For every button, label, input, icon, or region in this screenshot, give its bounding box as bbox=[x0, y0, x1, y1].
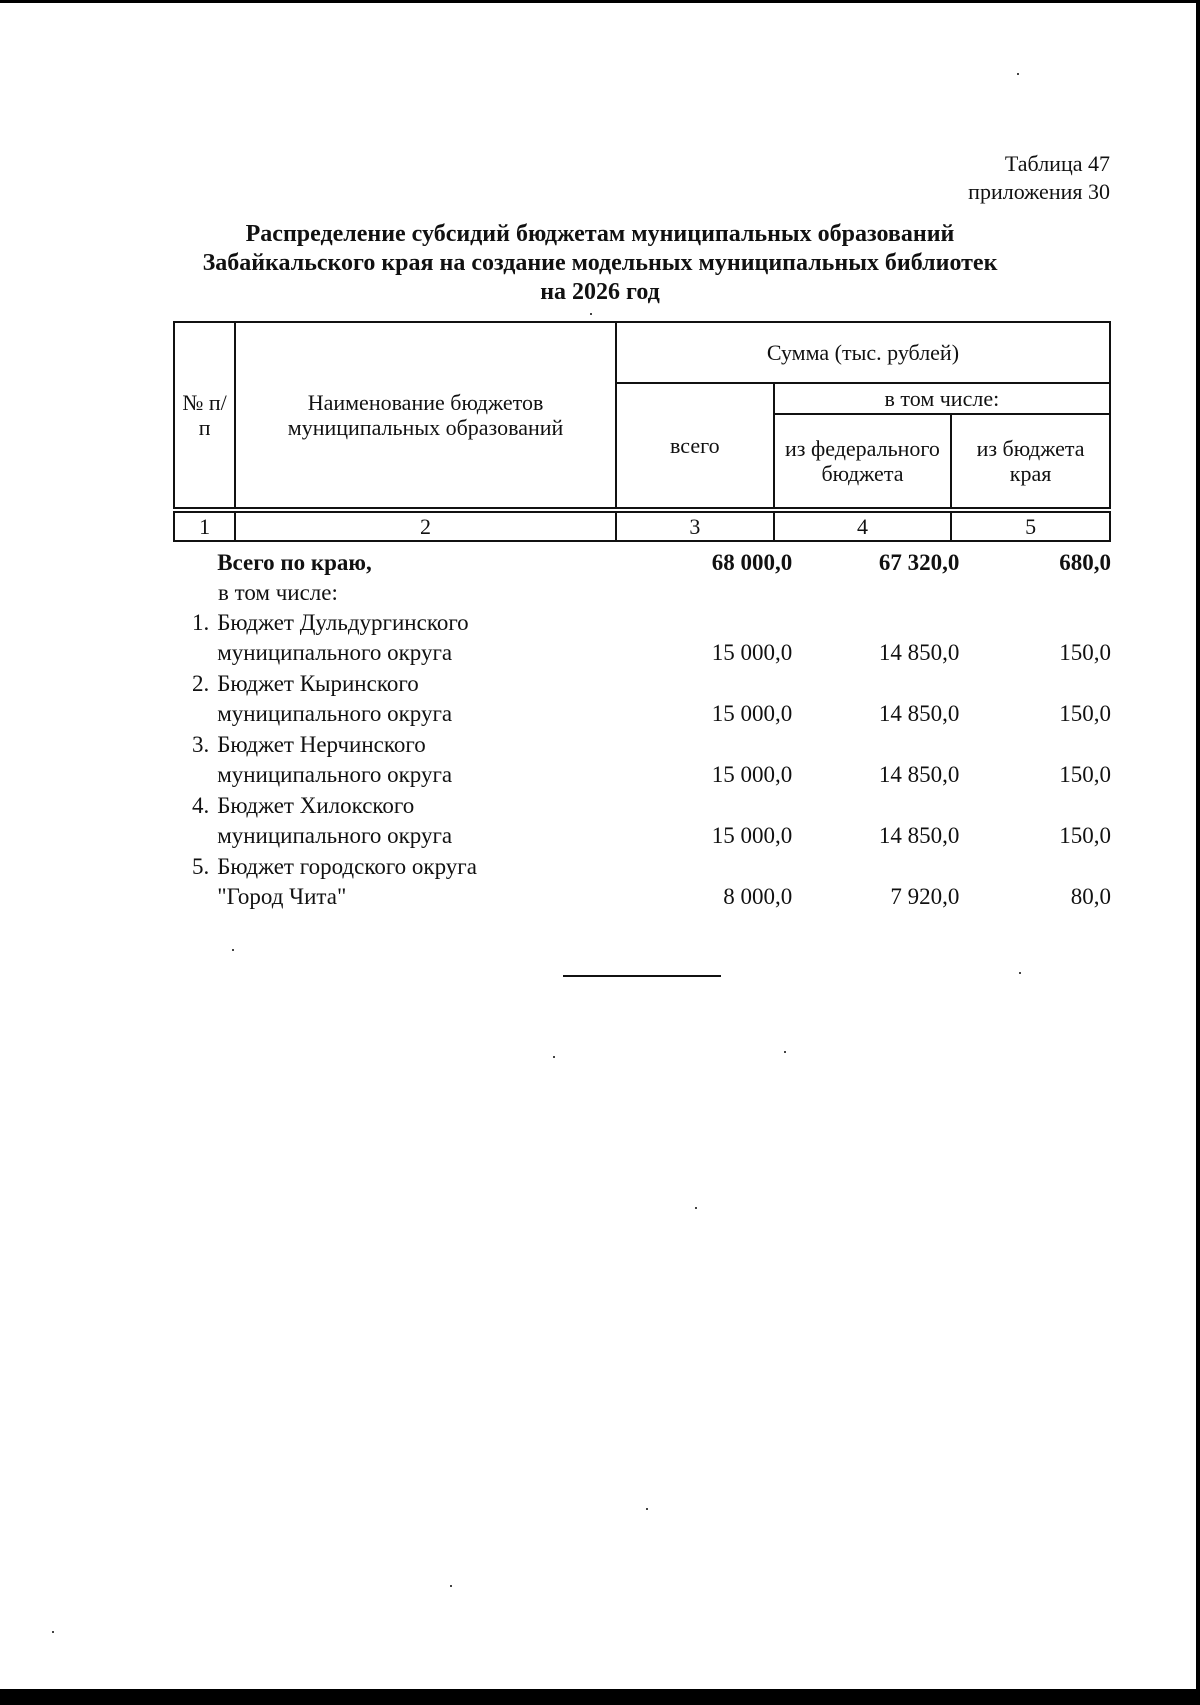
scan-speck bbox=[695, 1207, 697, 1209]
row-regional: 150,0 bbox=[1059, 640, 1111, 665]
scan-speck bbox=[1019, 972, 1021, 974]
header-col-name: Наименование бюджетов муниципальных образований bbox=[235, 322, 616, 508]
document-title bbox=[150, 220, 1050, 307]
row-total: 15 000,0 bbox=[711, 762, 793, 787]
row-regional: 150,0 bbox=[1059, 701, 1111, 726]
row-name-line-2: муниципального округа bbox=[217, 701, 453, 726]
scan-border-right bbox=[1196, 0, 1200, 1705]
row-name-line-1: Бюджет Нерчинского bbox=[217, 732, 426, 757]
scan-border-top bbox=[0, 0, 1200, 3]
scan-speck bbox=[1017, 73, 1019, 75]
row-federal: 14 850,0 bbox=[878, 762, 960, 787]
row-name-line-1: Бюджет Дульдургинского bbox=[217, 610, 469, 635]
scan-speck bbox=[52, 1631, 54, 1633]
row-name-line-2: муниципального округа bbox=[217, 762, 453, 787]
row-name bbox=[217, 730, 608, 790]
totals-number bbox=[173, 548, 217, 578]
table-row bbox=[173, 608, 1111, 668]
totals-label: Всего по краю, bbox=[217, 550, 372, 575]
title-line-1: Распределение субсидий бюджетам муниципальных образований bbox=[245, 221, 955, 247]
column-number-2: 2 bbox=[235, 512, 616, 541]
row-regional: 80,0 bbox=[1070, 884, 1111, 909]
including-number bbox=[173, 578, 218, 608]
row-name-line-1: Бюджет Хилокского bbox=[217, 793, 415, 818]
header-col-number: № п/п bbox=[174, 322, 235, 508]
row-regional: 150,0 bbox=[1059, 823, 1111, 848]
scan-border-bottom bbox=[0, 1689, 1200, 1705]
row-name bbox=[217, 608, 608, 668]
scan-speck bbox=[590, 313, 592, 315]
table-row bbox=[173, 730, 1111, 790]
row-total: 15 000,0 bbox=[711, 640, 793, 665]
row-name-line-2: "Город Чита" bbox=[217, 884, 347, 909]
table-row bbox=[173, 669, 1111, 729]
row-number: 4. bbox=[191, 793, 210, 818]
scan-speck bbox=[646, 1508, 648, 1510]
column-number-3: 3 bbox=[616, 512, 774, 541]
scan-speck bbox=[450, 1585, 452, 1587]
including-row bbox=[173, 578, 1111, 608]
title-line-2: Забайкальского края на создание модельных муниципальных библиотек bbox=[202, 250, 998, 276]
row-regional: 150,0 bbox=[1059, 762, 1111, 787]
row-number: 3. bbox=[191, 732, 210, 757]
row-federal: 14 850,0 bbox=[878, 640, 960, 665]
title-line-3: на 2026 год bbox=[540, 279, 660, 305]
row-name bbox=[217, 669, 608, 729]
row-name-line-1: Бюджет Кыринского bbox=[217, 671, 419, 696]
table-row bbox=[173, 791, 1111, 851]
table-header bbox=[173, 321, 1111, 542]
end-divider bbox=[563, 975, 721, 977]
table-row bbox=[173, 852, 1111, 912]
totals-federal: 67 320,0 bbox=[878, 550, 960, 575]
scan-speck bbox=[232, 949, 234, 951]
header-regional: из бюджета края bbox=[951, 414, 1110, 508]
row-name-line-2: муниципального округа bbox=[217, 640, 453, 665]
column-number-4: 4 bbox=[774, 512, 951, 541]
including-label: в том числе: bbox=[218, 580, 338, 605]
row-total: 8 000,0 bbox=[723, 884, 793, 909]
table-caption bbox=[968, 150, 1110, 206]
column-number-5: 5 bbox=[951, 512, 1110, 541]
row-total: 15 000,0 bbox=[711, 701, 793, 726]
totals-row bbox=[173, 548, 1111, 578]
totals-total: 68 000,0 bbox=[711, 550, 793, 575]
header-federal: из федерального бюджета bbox=[774, 414, 951, 508]
column-number-1: 1 bbox=[174, 512, 235, 541]
header-sum: Сумма (тыс. рублей) bbox=[616, 322, 1110, 383]
totals-regional: 680,0 bbox=[1059, 550, 1111, 575]
row-number: 1. bbox=[191, 610, 210, 635]
row-federal: 14 850,0 bbox=[878, 823, 960, 848]
row-number: 5. bbox=[191, 854, 210, 879]
row-name-line-1: Бюджет городского округа bbox=[217, 854, 477, 879]
caption-appendix: приложения 30 bbox=[968, 179, 1110, 204]
scan-speck bbox=[553, 1056, 555, 1058]
row-name bbox=[217, 791, 608, 851]
row-federal: 14 850,0 bbox=[878, 701, 960, 726]
row-federal: 7 920,0 bbox=[890, 884, 960, 909]
caption-table-number: Таблица 47 bbox=[1004, 151, 1110, 176]
header-total: всего bbox=[616, 383, 774, 508]
header-including: в том числе: bbox=[774, 383, 1110, 414]
scan-speck bbox=[784, 1051, 786, 1053]
row-number: 2. bbox=[191, 671, 210, 696]
row-name bbox=[217, 852, 608, 912]
row-total: 15 000,0 bbox=[711, 823, 793, 848]
row-name-line-2: муниципального округа bbox=[217, 823, 453, 848]
table-body bbox=[173, 548, 1111, 913]
